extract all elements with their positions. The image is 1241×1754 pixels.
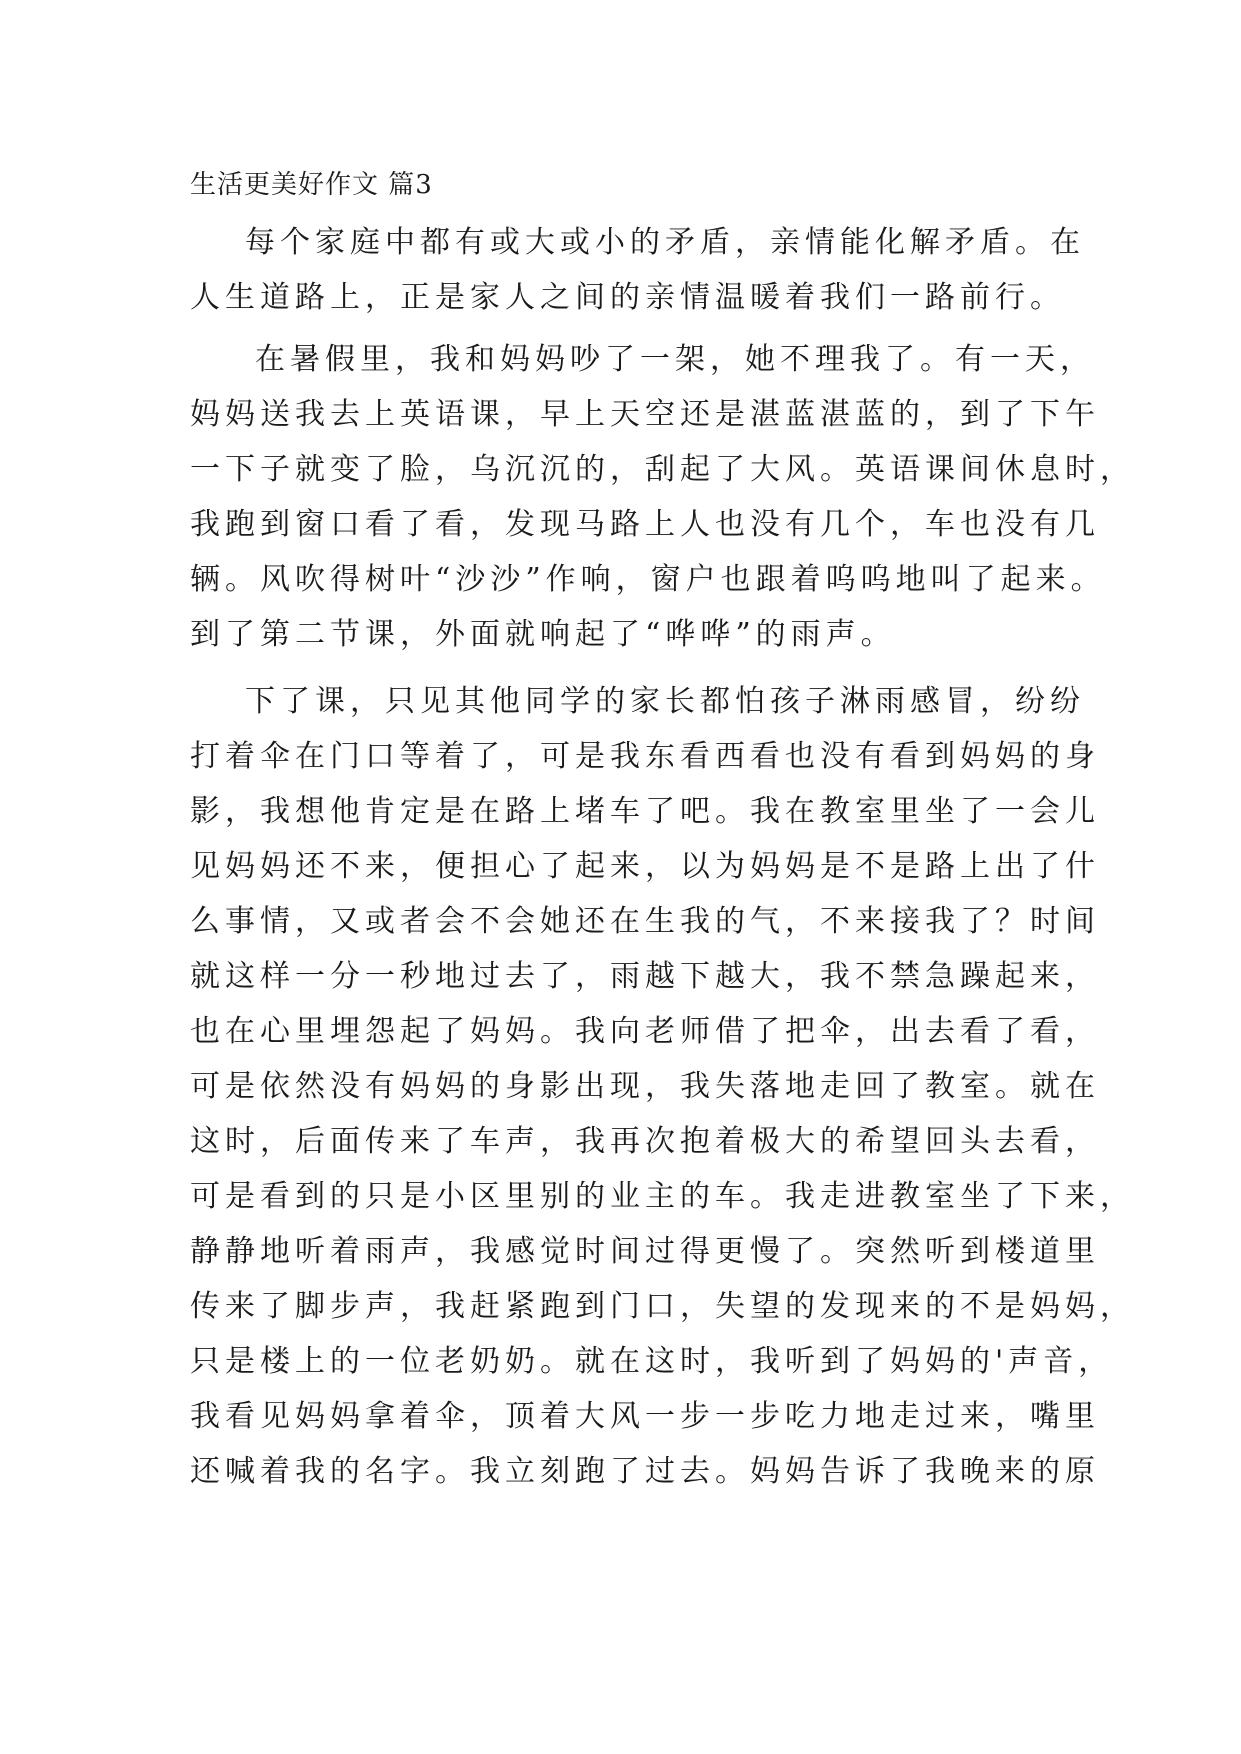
text-line: 人生道路上，正是家人之间的亲情温暖着我们一路前行。: [190, 280, 1065, 315]
text-line: 下了课，只见其他同学的家长都怕孩子淋雨感冒，纷纷: [245, 684, 1085, 719]
text-line: 我看见妈妈拿着伞，顶着大风一步一步吃力地走过来，嘴里: [190, 1399, 1100, 1434]
text-line: 我跑到窗口看了看，发现马路上人也没有几个，车也没有几: [190, 507, 1100, 542]
text-line: 还喊着我的名字。我立刻跑了过去。妈妈告诉了我晚来的原: [190, 1454, 1100, 1489]
document-page: [190, 165, 1135, 1499]
text-line: 可是依然没有妈妈的身影出现，我失落地走回了教室。就在: [190, 1069, 1100, 1104]
text-line: 只是楼上的一位老奶奶。就在这时，我听到了妈妈的'声音，: [190, 1344, 1114, 1379]
text-line: 也在心里埋怨起了妈妈。我向老师借了把伞，出去看了看，: [190, 1014, 1100, 1049]
paragraph-2: [190, 332, 1135, 662]
text-line: 见妈妈还不来，便担心了起来，以为妈妈是不是路上出了什: [190, 849, 1100, 884]
text-line: 打着伞在门口等着了，可是我东看西看也没有看到妈妈的身: [190, 739, 1100, 774]
document-title: 生活更美好作文 篇3: [190, 170, 433, 200]
text-line: 妈妈送我去上英语课，早上天空还是湛蓝湛蓝的，到了下午: [190, 397, 1100, 432]
text-line: 影，我想他肯定是在路上堵车了吧。我在教室里坐了一会儿: [190, 794, 1100, 829]
text-line: 辆。风吹得树叶“沙沙”作响，窗户也跟着呜呜地叫了起来。: [190, 562, 1106, 597]
text-line: 就这样一分一秒地过去了，雨越下越大，我不禁急躁起来，: [190, 959, 1100, 994]
text-line: 传来了脚步声，我赶紧跑到门口，失望的发现来的不是妈妈，: [190, 1289, 1135, 1324]
paragraph-3: [190, 674, 1135, 1499]
text-line: 这时，后面传来了车声，我再次抱着极大的希望回头去看，: [190, 1124, 1100, 1159]
text-line: 么事情，又或者会不会她还在生我的气，不来接我了？时间: [190, 904, 1100, 939]
text-line: 在暑假里，我和妈妈吵了一架，她不理我了。有一天，: [255, 342, 1095, 377]
text-line: 到了第二节课，外面就响起了“哗哗”的雨声。: [190, 617, 896, 652]
text-line: 静静地听着雨声，我感觉时间过得更慢了。突然听到楼道里: [190, 1234, 1100, 1269]
text-line: 每个家庭中都有或大或小的矛盾，亲情能化解矛盾。在: [245, 225, 1085, 260]
paragraph-1: [190, 215, 1085, 325]
text-line: 可是看到的只是小区里别的业主的车。我走进教室坐了下来，: [190, 1179, 1135, 1214]
text-line: 一下子就变了脸，乌沉沉的，刮起了大风。英语课间休息时，: [190, 452, 1135, 487]
